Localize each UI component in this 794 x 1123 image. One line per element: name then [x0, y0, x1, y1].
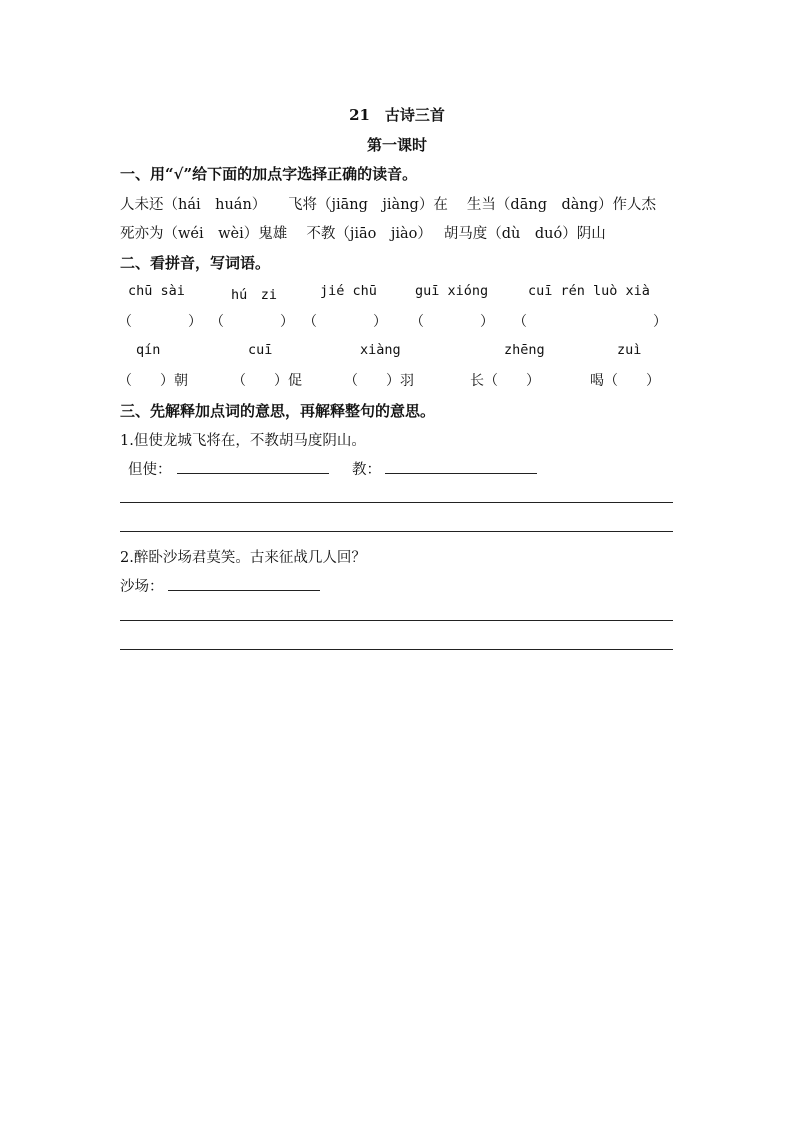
answer-underline[interactable] [168, 590, 320, 591]
pinyin-item: chū sài [128, 283, 185, 299]
term-label: 但使： [128, 462, 172, 478]
answer-line[interactable] [120, 531, 673, 532]
section1-line1: 人未还（hái huán） 飞将（jiāng jiàng）在 生当（dāng dàng）作人杰 [120, 197, 657, 213]
answer-blank[interactable]: 长（ ） [470, 373, 540, 389]
term-label: 教： [352, 462, 381, 478]
section1-line2: 死亦为（wéi wèi）鬼雄 不教（jiāo jiào） 胡马度（dù duó）阴山 [120, 226, 606, 242]
answer-blank[interactable]: （ ） [513, 314, 667, 330]
answer-blank[interactable]: （ ） [410, 314, 494, 330]
pinyin-item: zhēng [504, 342, 545, 358]
answer-blank[interactable]: （ ） [303, 314, 387, 330]
section3-heading: 三、先解释加点词的意思，再解释整句的意思。 [120, 402, 436, 420]
answer-underline[interactable] [177, 473, 329, 474]
answer-blank[interactable]: （ ）促 [232, 373, 302, 389]
answer-line[interactable] [120, 502, 673, 503]
answer-blank[interactable]: （ ） [210, 314, 294, 330]
pinyin-item: qín [136, 342, 161, 358]
question-1: 1.但使龙城飞将在，不教胡马度阴山。 [120, 433, 366, 449]
question-2: 2.醉卧沙场君莫笑。古来征战几人回？ [120, 550, 366, 566]
answer-blank[interactable]: （ ）羽 [344, 373, 414, 389]
term-label: 沙场： [120, 579, 164, 595]
section1-heading: 一、用“√”给下面的加点字选择正确的读音。 [120, 165, 418, 183]
pinyin-item: xiàng [360, 342, 401, 358]
pinyin-item: guī xióng [415, 283, 489, 299]
answer-underline[interactable] [385, 473, 537, 474]
answer-blank[interactable]: （ ） [118, 314, 202, 330]
pinyin-item: cuī [248, 342, 273, 358]
answer-line[interactable] [120, 620, 673, 621]
pinyin-item: jié chū [320, 283, 377, 299]
page-title: 21 古诗三首 [349, 106, 445, 124]
answer-blank[interactable]: 喝（ ） [590, 373, 660, 389]
pinyin-item: zuì [617, 342, 642, 358]
pinyin-item: hú zi [231, 287, 278, 303]
page-subtitle: 第一课时 [366, 136, 427, 154]
answer-line[interactable] [120, 649, 673, 650]
answer-blank[interactable]: （ ）朝 [118, 373, 188, 389]
section2-heading: 二、看拼音，写词语。 [120, 254, 271, 272]
pinyin-item: cuī rén luò xià [528, 283, 650, 299]
